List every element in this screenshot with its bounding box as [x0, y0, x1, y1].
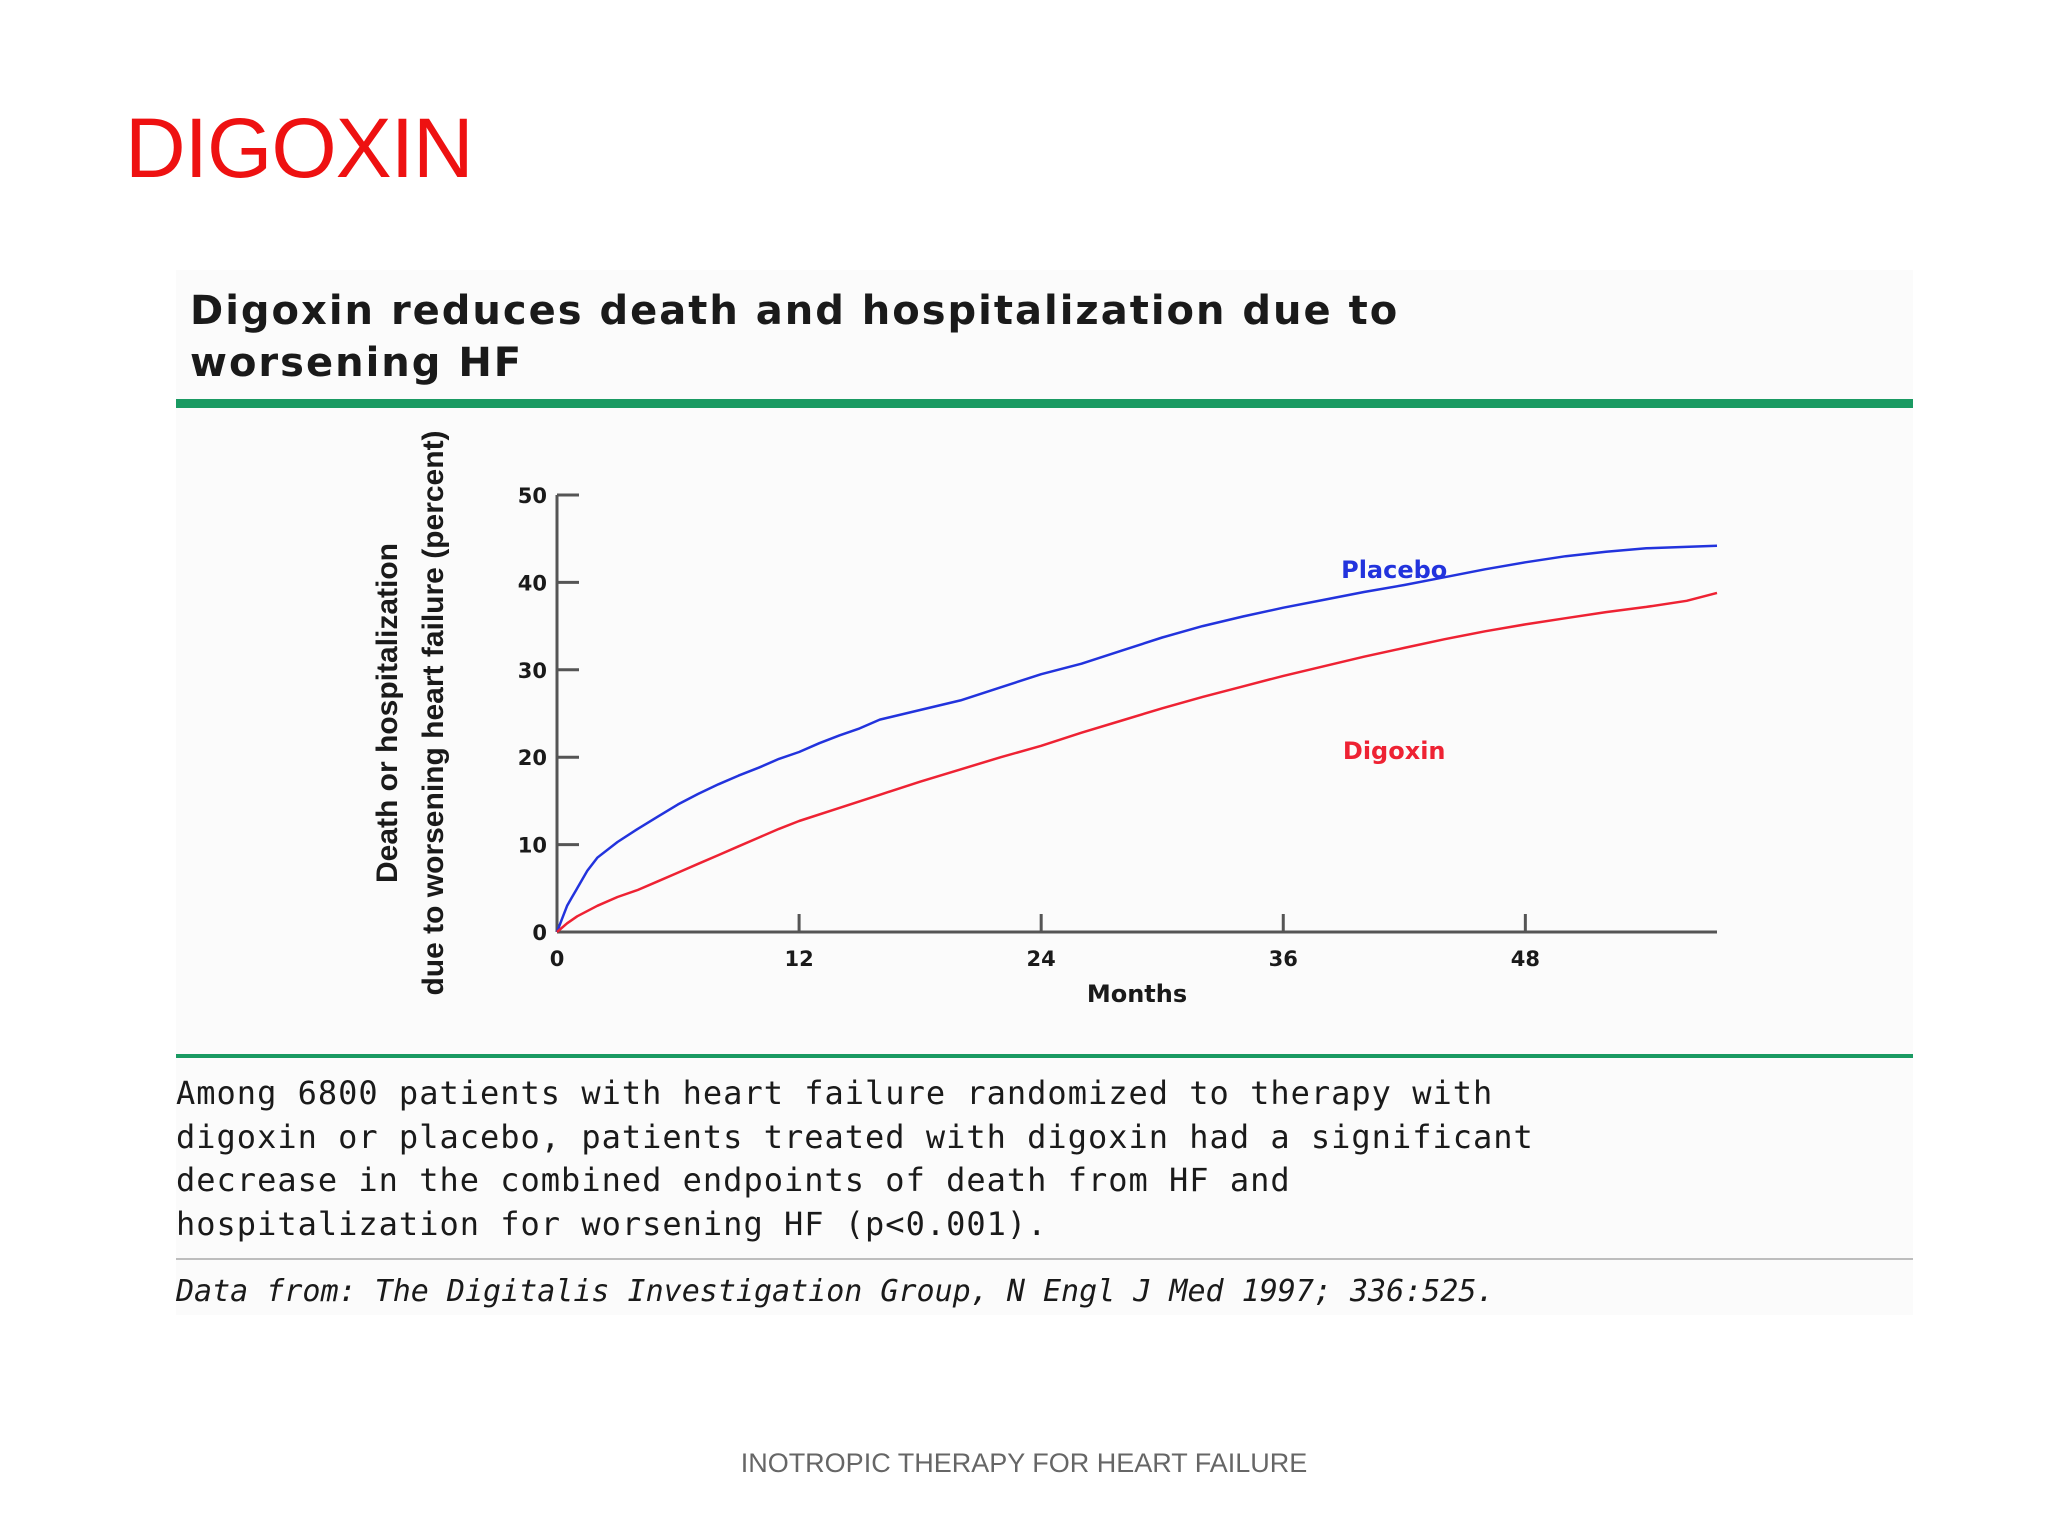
x-tick-label: 0 [549, 947, 565, 971]
figure-heading [190, 285, 1890, 389]
x-tick-label: 36 [1268, 947, 1298, 971]
y-axis-title-line1: Death or hospitalization [371, 542, 404, 884]
y-axis-title-line2: due to worsening heart failure (percent) [417, 430, 450, 996]
caption-line: Among 6800 patients with heart failure randomized to therapy with [176, 1074, 1494, 1112]
caption-line: digoxin or placebo, patients treated with digoxin had a significant [176, 1117, 1534, 1156]
figure-heading-line1: Digoxin reduces death and hospitalization due to [190, 288, 1400, 334]
series-line-digoxin [557, 593, 1717, 932]
x-axis-title: Months [1086, 980, 1188, 1008]
y-tick-label: 30 [517, 658, 547, 683]
top-divider [176, 399, 1913, 408]
y-tick-label: 10 [517, 833, 547, 858]
bottom-divider [176, 1054, 1913, 1058]
slide-title: DIGOXIN [125, 101, 473, 195]
series-label-digoxin: Digoxin [1342, 736, 1446, 765]
x-tick-label: 24 [1026, 947, 1056, 971]
series-line-placebo [557, 546, 1717, 932]
x-tick-label: 48 [1510, 947, 1540, 971]
figure-source: Data from: The Digitalis Investigation Group, N Engl J Med 1997; 336:525. [176, 1274, 1495, 1309]
figure-heading-line2: worsening HF [190, 340, 524, 386]
series-label-placebo: Placebo [1341, 556, 1448, 585]
kaplan-meier-chart [340, 430, 1780, 1030]
x-tick-label: 12 [784, 947, 814, 971]
y-tick-label: 50 [517, 484, 547, 508]
caption-line: decrease in the combined endpoints of death from HF and [176, 1161, 1291, 1199]
y-tick-label: 40 [517, 571, 547, 596]
y-tick-label: 20 [517, 746, 547, 771]
figure-caption [176, 1072, 1913, 1246]
y-tick-label: 0 [532, 921, 547, 945]
source-divider [176, 1258, 1913, 1260]
caption-line: hospitalization for worsening HF (p<0.001). [176, 1204, 1048, 1243]
slide-footer: INOTROPIC THERAPY FOR HEART FAILURE [740, 1448, 1308, 1478]
